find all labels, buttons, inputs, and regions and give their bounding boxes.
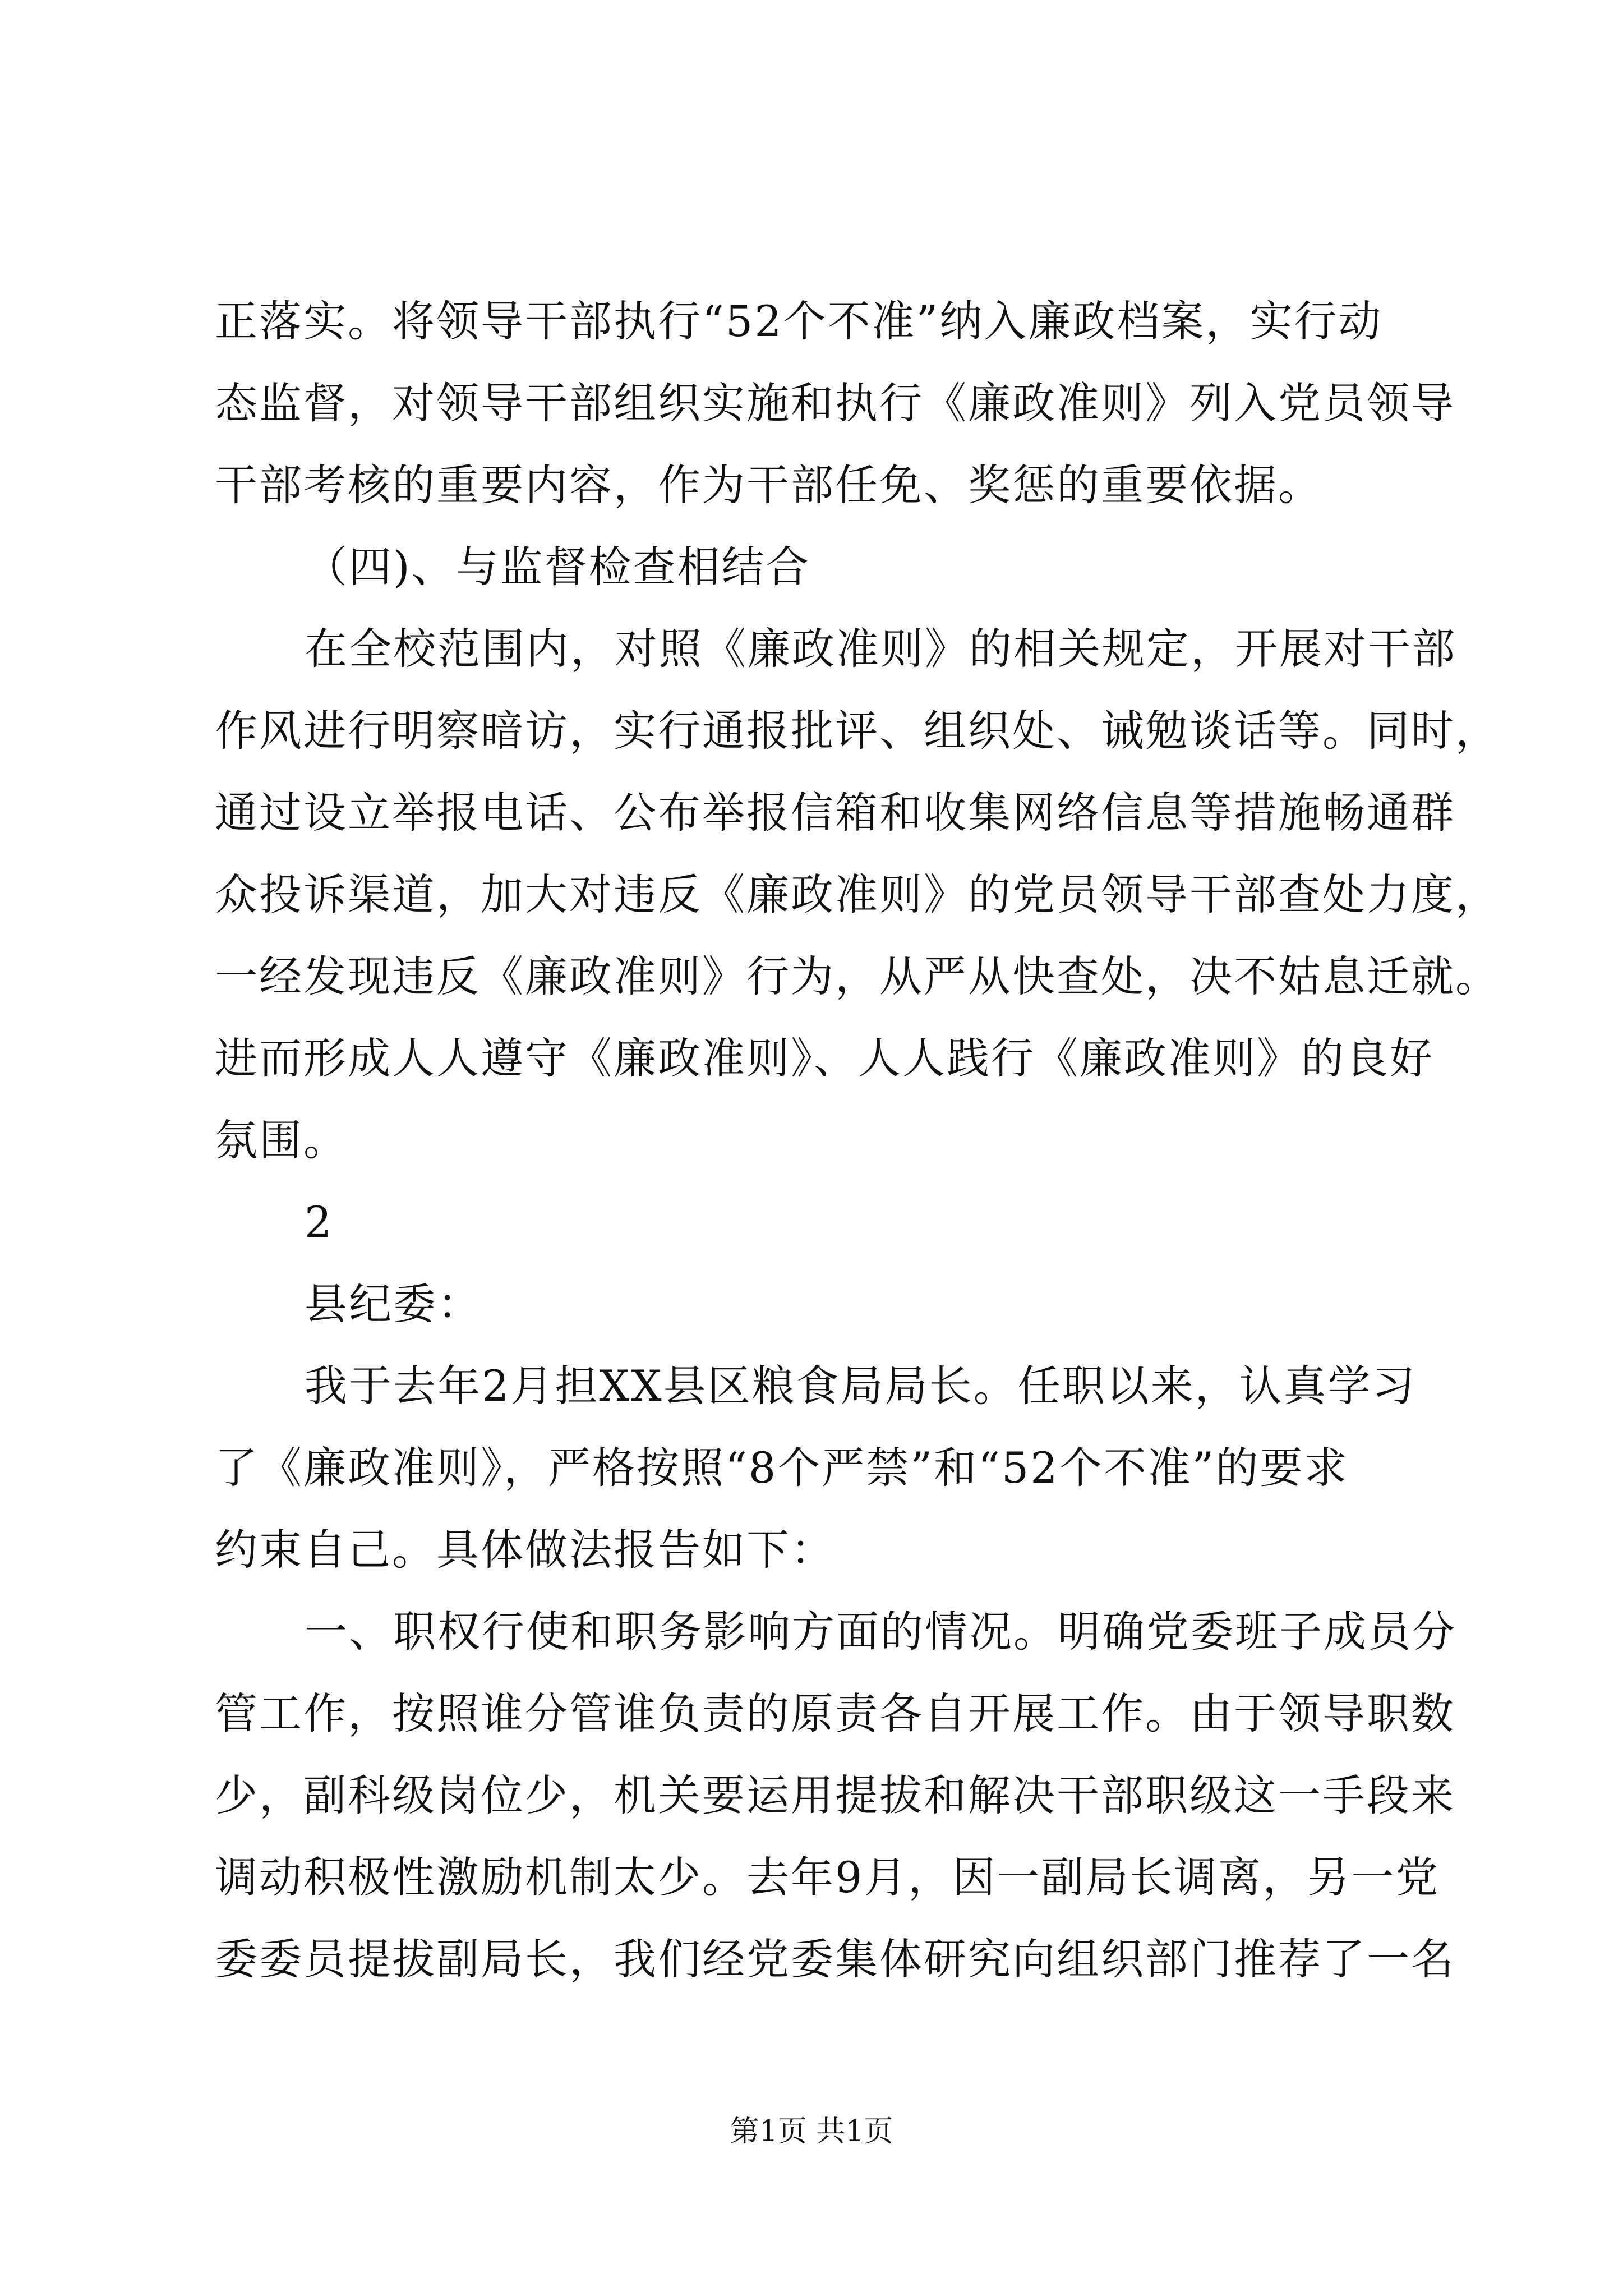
text-line: 作风进行明察暗访，实行通报批评、组织处、诫勉谈话等。同时， xyxy=(215,706,1500,756)
text-line: 调动积极性激励机制太少。去年9月，因一副局长调离，另一党 xyxy=(215,1852,1440,1902)
text-line: 众投诉渠道，加大对违反《廉政准则》的党员领导干部查处力度， xyxy=(215,869,1500,919)
text-line: 少，副科级岗位少，机关要运用提拔和解决干部职级这一手段来 xyxy=(215,1770,1455,1820)
text-line: 约束自己。具体做法报告如下： xyxy=(215,1525,835,1575)
text-line: 通过设立举报电话、公布举报信箱和收集网络信息等措施畅通群 xyxy=(215,788,1455,838)
text-line: 在全校范围内，对照《廉政准则》的相关规定，开展对干部 xyxy=(305,624,1456,674)
text-line: 管工作，按照谁分管谁负责的原责各自开展工作。由于领导职数 xyxy=(215,1688,1455,1738)
salutation: 县纪委： xyxy=(305,1279,482,1329)
text-line: 一经发现违反《廉政准则》行为，从严从快查处，决不姑息迁就。 xyxy=(215,951,1500,1001)
text-line: 态监督，对领导干部组织实施和执行《廉政准则》列入党员领导 xyxy=(215,378,1455,428)
section-heading: （四)、与监督检查相结合 xyxy=(305,542,810,592)
document-body xyxy=(215,280,1500,2000)
text-line: 干部考核的重要内容，作为干部任免、奖惩的重要依据。 xyxy=(215,460,1322,510)
text-line: 委委员提拔副局长，我们经党委集体研究向组织部门推荐了一名 xyxy=(215,1934,1455,1984)
text-line: 进而形成人人遵守《廉政准则》、人人践行《廉政准则》的良好 xyxy=(215,1033,1434,1083)
text-line: 一、职权行使和职务影响方面的情况。明确党委班子成员分 xyxy=(305,1607,1456,1657)
section-number: 2 xyxy=(305,1197,334,1247)
page-footer: 第1页 共1页 xyxy=(730,2115,893,2148)
text-line: 正落实。将领导干部执行“52个不准”纳入廉政档案，实行动 xyxy=(215,296,1383,346)
text-line: 了《廉政准则》，严格按照“8个严禁”和“52个不准”的要求 xyxy=(215,1443,1349,1493)
text-line: 我于去年2月担XX县区粮食局局长。任职以来，认真学习 xyxy=(305,1361,1417,1411)
text-line: 氛围。 xyxy=(215,1115,348,1165)
